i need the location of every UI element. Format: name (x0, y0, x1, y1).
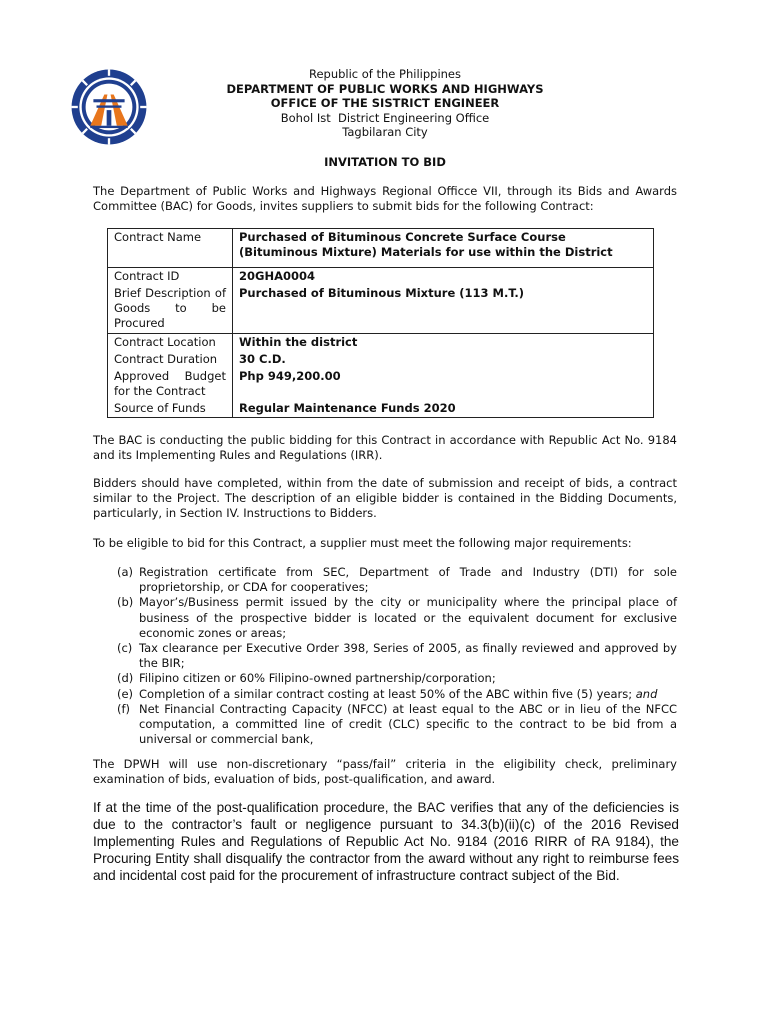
contract-id-label: Contract ID (108, 268, 233, 286)
intro-paragraph: The Department of Public Works and Highways Regional Officce VII, through its Bids and Awards Committee (BAC) for Goods, invites suppliers to submit bids for the following Contract: (93, 184, 677, 214)
table-row (108, 285, 654, 334)
list-marker: (b) (117, 595, 134, 610)
duration-value: 30 C.D. (233, 351, 654, 368)
list-item (117, 641, 677, 671)
location-value: Within the district (233, 334, 654, 352)
requirement-text: Registration certificate from SEC, Department of Trade and Industry (DTI) for sole proprietorship, or CDA for cooperatives; (139, 565, 677, 595)
description-label (108, 285, 233, 334)
description-value: Purchased of Bituminous Mixture (113 M.T.) (233, 285, 654, 334)
list-marker: (e) (117, 686, 134, 701)
contract-name-label: Contract Name (108, 229, 233, 268)
bidders-paragraph: Bidders should have completed, within from the date of submission and receipt of bids, a contract similar to the Project. The description of an eligible bidder is contained in the Bidding Documents, particularly, in Section IV. Instructions to Bidders. (93, 476, 677, 521)
table-row (108, 351, 654, 368)
requirement-suffix: and (635, 686, 658, 701)
budget-label-line: Approved Budget (114, 369, 226, 383)
office-line: OFFICE OF THE SISTRICT ENGINEER (270, 96, 500, 111)
document-title: INVITATION TO BID (324, 155, 446, 169)
district-office-line: Bohol Ist District Engineering Office (280, 110, 490, 125)
contract-name-value: Purchased of Bituminous Concrete Surface Course (Bituminous Mixture) Materials for use within the District (233, 229, 654, 268)
table-row (108, 229, 654, 268)
requirement-text: Filipino citizen or 60% Filipino-owned partnership/corporation; (139, 671, 496, 686)
city-line: Tagbilaran City (342, 125, 428, 140)
funds-value: Regular Maintenance Funds 2020 (233, 400, 654, 418)
duration-label: Contract Duration (108, 351, 233, 368)
table-row (108, 268, 654, 286)
letterhead (170, 67, 600, 140)
contract-id-value: 20GHA0004 (233, 268, 654, 286)
list-marker: (d) (117, 671, 134, 686)
list-item (117, 687, 677, 702)
list-item (117, 565, 677, 595)
requirement-text: Net Financial Contracting Capacity (NFCC) at least equal to the ABC or in lieu of the NFCC computation, a committed line of credit (CLC) specific to the contract to be bid from a universal or commercial bank, (139, 701, 677, 747)
description-label-line: Goods to be (114, 301, 226, 315)
requirements-list (117, 565, 677, 747)
republic-line: Republic of the Philippines (308, 67, 462, 81)
dpwh-paragraph: The DPWH will use non-discretionary “pass/fail” criteria in the eligibility check, preliminary examination of bids, evaluation of bids, post-qualification, and award. (93, 757, 677, 787)
list-marker: (a) (117, 565, 134, 579)
bac-paragraph: The BAC is conducting the public bidding for this Contract in accordance with Republic Act No. 9184 and its Implementing Rules and Regulations (IRR). (93, 433, 677, 463)
funds-label: Source of Funds (108, 400, 233, 418)
requirement-text: Tax clearance per Executive Order 398, Series of 2005, as finally reviewed and approved by the BIR; (139, 641, 677, 671)
table-row (108, 334, 654, 352)
list-item (117, 702, 677, 748)
dpwh-seal-icon (70, 68, 148, 146)
list-item (117, 671, 677, 686)
requirement-text: Completion of a similar contract costing at least 50% of the ABC within five (5) years; (139, 686, 633, 701)
location-label: Contract Location (108, 334, 233, 352)
budget-label (108, 368, 233, 400)
table-row (108, 368, 654, 400)
eligibility-paragraph: To be eligible to bid for this Contract, a supplier must meet the following major requirements: (93, 536, 632, 550)
table-row (108, 400, 654, 418)
description-label-line: Procured (114, 316, 165, 330)
budget-label-line: for the Contract (114, 384, 206, 398)
description-label-line: Brief Description of (114, 286, 226, 300)
list-marker: (f) (117, 701, 131, 716)
list-marker: (c) (117, 641, 133, 656)
budget-value: Php 949,200.00 (233, 368, 654, 400)
list-item (117, 595, 677, 641)
department-line: DEPARTMENT OF PUBLIC WORKS AND HIGHWAYS (226, 81, 544, 96)
requirement-text: Mayor’s/Business permit issued by the city or municipality where the principal place of business of the prospective bidder is located or the equivalent document for exclusive economic zones or areas; (139, 595, 677, 640)
post-qualification-paragraph: If at the time of the post-qualification procedure, the BAC verifies that any of the deficiencies is due to the contractor’s fault or negligence pursuant to 34.3(b)(ii)(c) of the 2016 Revised Implementing Rules and Regulations of Republic Act No. 9184 (2016 RIRR of RA 9184), the Procuring Entity shall disqualify the contractor from the award without any right to reimburse fees and incidental cost paid for the procurement of infrastructure contract subject of the Bid. (93, 800, 679, 883)
contract-table (107, 228, 654, 418)
